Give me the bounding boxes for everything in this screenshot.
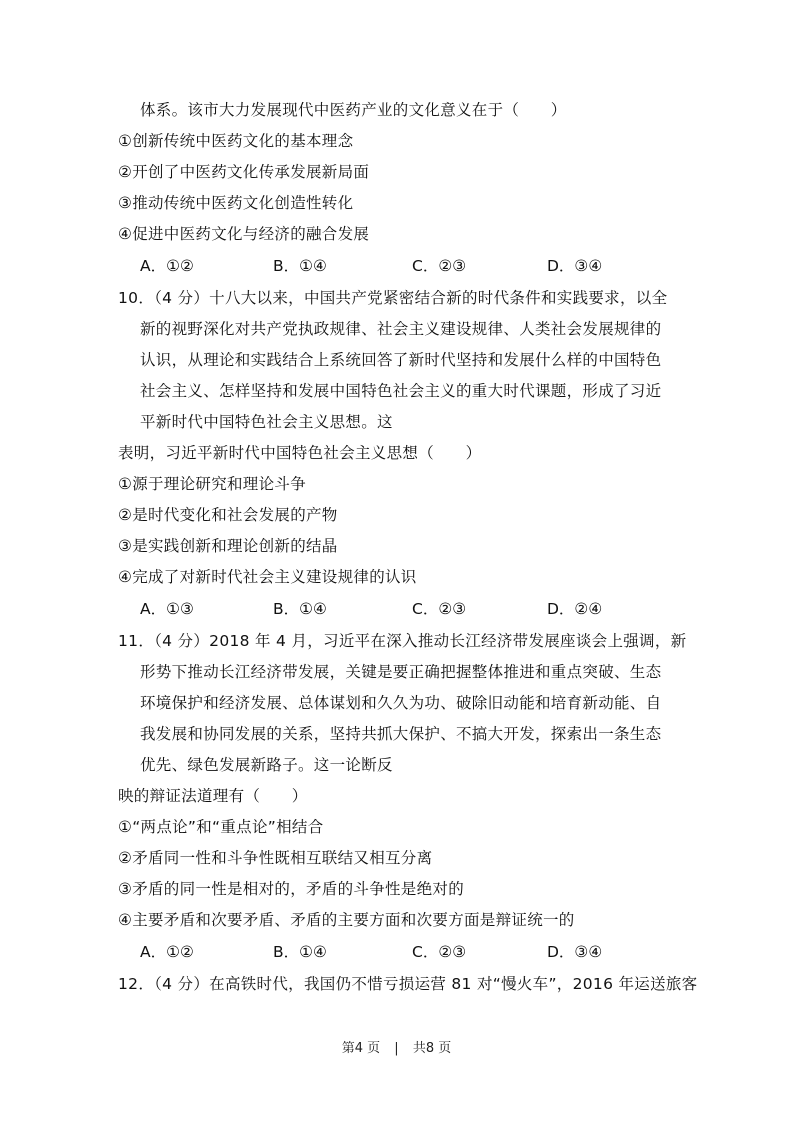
q10-stem-line-2: 新的视野深化对共产党执政规律、社会主义建设规律、人类社会发展规律的 bbox=[140, 320, 662, 338]
q9-item-3: ③推动传统中医药文化创造性转化 bbox=[118, 194, 354, 212]
q9-item-1: ①创新传统中医药文化的基本理念 bbox=[118, 132, 354, 150]
q10-option-d: D．②④ bbox=[547, 600, 603, 618]
q10-stem-line-1: 10．（4 分）十八大以来，中国共产党紧密结合新的时代条件和实践要求，以全 bbox=[118, 289, 668, 307]
q10-item-4: ④完成了对新时代社会主义建设规律的认识 bbox=[118, 568, 417, 586]
page-number: 第4 页 bbox=[341, 1041, 381, 1056]
q10-item-2: ②是时代变化和社会发展的产物 bbox=[118, 506, 338, 524]
q10-options bbox=[140, 599, 620, 619]
q11-options bbox=[140, 942, 620, 962]
q9-option-c: C．②③ bbox=[412, 257, 467, 275]
q11-stem-tail: 映的辩证法道理有（ ） bbox=[118, 787, 308, 805]
q10-option-b: B．①④ bbox=[273, 600, 327, 618]
footer-separator: | bbox=[394, 1041, 399, 1056]
q11-item-1: ①“两点论”和“重点论”相结合 bbox=[118, 818, 324, 836]
q10-stem-line-3: 认识，从理论和实践结合上系统回答了新时代坚持和发展什么样的中国特色 bbox=[140, 351, 662, 369]
q11-stem-line-2: 形势下推动长江经济带发展，关键是要正确把握整体推进和重点突破、生态 bbox=[140, 663, 662, 681]
q9-item-4: ④促进中医药文化与经济的融合发展 bbox=[118, 225, 370, 243]
q11-stem-line-3: 环境保护和经济发展、总体谋划和久久为功、破除旧动能和培育新动能、自 bbox=[140, 694, 662, 712]
q9-stem-continuation: 体系。该市大力发展现代中医药产业的文化意义在于（ ） bbox=[140, 101, 567, 119]
q9-option-a: A．①② bbox=[140, 257, 194, 275]
q11-option-c: C．②③ bbox=[412, 943, 467, 961]
q11-option-b: B．①④ bbox=[273, 943, 327, 961]
q11-option-d: D．③④ bbox=[547, 943, 603, 961]
q11-item-3: ③矛盾的同一性是相对的，矛盾的斗争性是绝对的 bbox=[118, 880, 464, 898]
q10-item-1: ①源于理论研究和理论斗争 bbox=[118, 475, 306, 493]
q10-option-a: A．①③ bbox=[140, 600, 194, 618]
q10-stem-line-5: 平新时代中国特色社会主义思想。这 bbox=[140, 413, 393, 431]
q11-stem-line-1: 11．（4 分）2018 年 4 月，习近平在深入推动长江经济带发展座谈会上强调，新 bbox=[118, 632, 687, 650]
page-total: 共8 页 bbox=[412, 1041, 452, 1056]
q9-item-2: ②开创了中医药文化传承发展新局面 bbox=[118, 163, 370, 181]
q11-stem-line-4: 我发展和协同发展的关系，坚持共抓大保护、不搞大开发，探索出一条生态 bbox=[140, 725, 662, 743]
q11-stem-line-5: 优先、绿色发展新路子。这一论断反 bbox=[140, 756, 393, 774]
q9-options bbox=[140, 256, 620, 276]
q11-item-2: ②矛盾同一性和斗争性既相互联结又相互分离 bbox=[118, 849, 433, 867]
q9-option-b: B．①④ bbox=[273, 257, 327, 275]
q10-stem-tail: 表明，习近平新时代中国特色社会主义思想（ ） bbox=[118, 444, 482, 462]
q10-stem-line-4: 社会主义、怎样坚持和发展中国特色社会主义的重大时代课题，形成了习近 bbox=[140, 382, 662, 400]
q10-item-3: ③是实践创新和理论创新的结晶 bbox=[118, 537, 338, 555]
page-footer bbox=[0, 1040, 793, 1058]
q11-item-4: ④主要矛盾和次要矛盾、矛盾的主要方面和次要方面是辩证统一的 bbox=[118, 911, 575, 929]
q11-option-a: A．①② bbox=[140, 943, 194, 961]
q12-stem-line-1: 12．（4 分）在高铁时代，我国仍不惜亏损运营 81 对“慢火车”，2016 年运送旅客 bbox=[118, 975, 698, 993]
q10-option-c: C．②③ bbox=[412, 600, 467, 618]
q9-option-d: D．③④ bbox=[547, 257, 603, 275]
